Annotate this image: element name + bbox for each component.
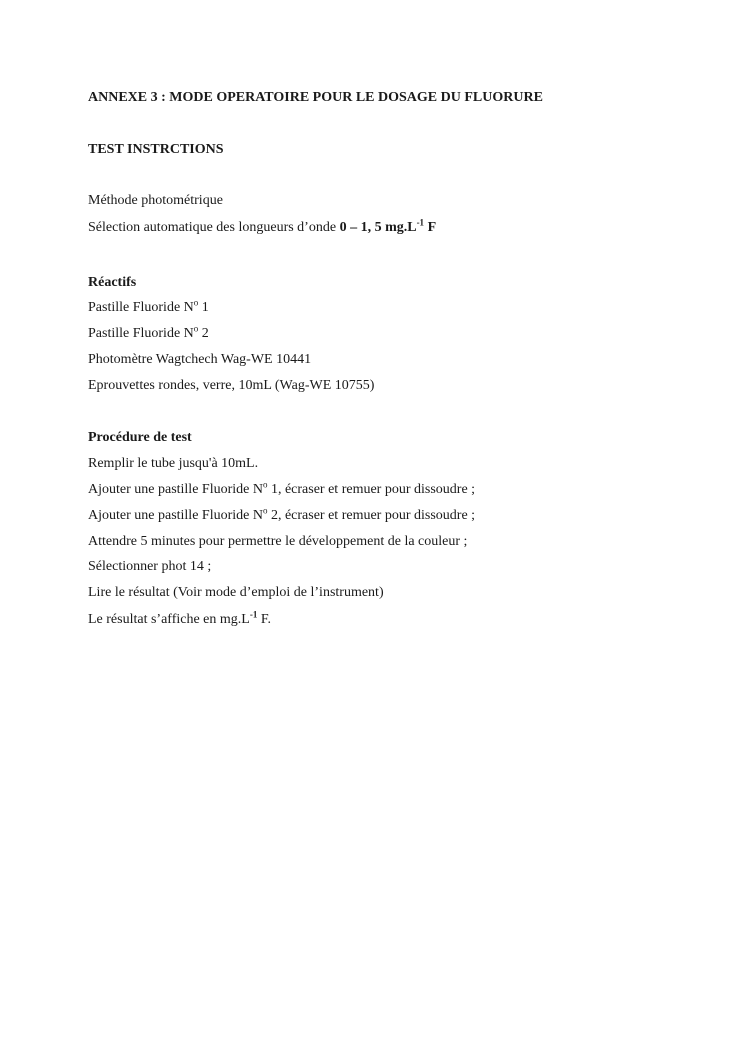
reagent-sup: o xyxy=(193,297,199,308)
reagent-sup: o xyxy=(193,323,199,334)
range-exponent: -1 xyxy=(416,217,425,228)
step-text: Le résultat s’affiche en mg.L xyxy=(88,612,250,627)
document-subtitle: TEST INSTRCTIONS xyxy=(88,142,224,157)
step-tail: 2, écraser et remuer pour dissoudre ; xyxy=(267,508,476,523)
procedure-step xyxy=(88,507,475,525)
procedure-step xyxy=(88,611,271,629)
step-tail: F. xyxy=(257,612,272,627)
reagent-item: Eprouvettes rondes, verre, 10mL (Wag-WE 10755) xyxy=(88,378,375,393)
procedure-step: Remplir le tube jusqu'à 10mL. xyxy=(88,456,259,471)
reagent-text: Pastille Fluoride N xyxy=(88,326,194,341)
step-sup: o xyxy=(262,479,268,490)
step-sup: -1 xyxy=(249,609,258,620)
range-unit: F xyxy=(424,220,437,235)
reagent-text: Pastille Fluoride N xyxy=(88,300,194,315)
reagent-tail: 2 xyxy=(198,326,209,341)
step-text: Ajouter une pastille Fluoride N xyxy=(88,482,263,497)
document-title: ANNEXE 3 : MODE OPERATOIRE POUR LE DOSAGE DU FLUORURE xyxy=(88,90,543,105)
step-text: Ajouter une pastille Fluoride N xyxy=(88,508,263,523)
step-tail: 1, écraser et remuer pour dissoudre ; xyxy=(267,482,476,497)
reagent-item xyxy=(88,325,209,343)
procedure-step xyxy=(88,481,475,499)
procedure-step: Attendre 5 minutes pour permettre le développement de la couleur ; xyxy=(88,534,468,549)
step-sup: o xyxy=(262,505,268,516)
wavelength-text: Sélection automatique des longueurs d’onde xyxy=(88,220,340,235)
method-line: Méthode photométrique xyxy=(88,193,223,208)
wavelength-selection-line xyxy=(88,219,436,237)
reagent-tail: 1 xyxy=(198,300,209,315)
reagent-item: Photomètre Wagtchech Wag-WE 10441 xyxy=(88,352,312,367)
procedure-step: Lire le résultat (Voir mode d’emploi de l’instrument) xyxy=(88,585,384,600)
procedure-heading: Procédure de test xyxy=(88,430,192,445)
procedure-step: Sélectionner phot 14 ; xyxy=(88,559,212,574)
range-value: 0 – 1, 5 mg.L xyxy=(339,220,417,235)
reagent-item xyxy=(88,299,209,317)
reagents-heading: Réactifs xyxy=(88,275,137,290)
